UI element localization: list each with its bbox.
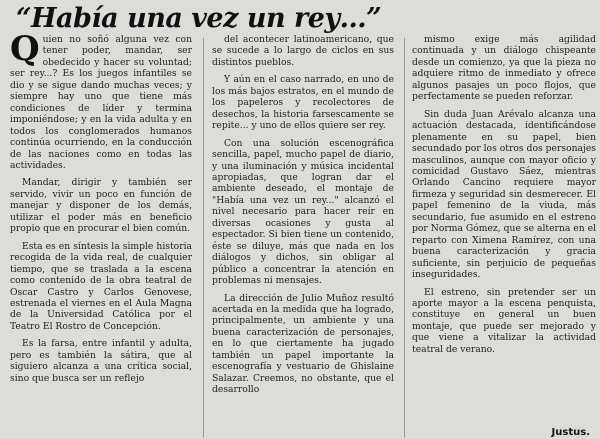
- article-column-2: [212, 34, 394, 396]
- article-paragraph: mismo exige más agilidad continuada y un diálogo chispeante desde un comienzo, ya que la pieza no adquiere ritmo de inmediato y ofrece algunos pasajes un poco flojos, que perfectamente se pueden reforzar.: [412, 34, 596, 103]
- author-signature: Justus.: [551, 427, 590, 438]
- article-column-3: [412, 34, 596, 355]
- article-paragraph: La dirección de Julio Muñoz resultó acertada en la medida que ha logrado, principalmente, un ambiente y una buena caracterización de personajes, en lo que ciertamente ha jugado también un papel importante la escenografía y vestuario de Ghislaine Salazar. Creemos, no obstante, que el desarrollo: [212, 292, 394, 396]
- article-column-1: [10, 29, 192, 384]
- article-paragraph: Esta es en síntesis la simple historia recogida de la vida real, de cualquier tiempo, que se traslada a la escena como contenido de la obra teatral de Oscar Castro y Carlos Genovese, estrenada el viernes en el Aula Magna de la Universidad Católica por el Teatro El Rostro de Concepción.: [10, 240, 192, 332]
- paragraph-text: uien no soñó alguna vez con tener poder, mandar, ser obedecido y hacer su voluntad; ser rey...? Es los juegos infantiles se dio y se sigue dando muchas veces; y siempre hay uno que tiene más condiciones de líder y termina imponiéndose; y en la vida adulta y en todos los conglomerados humanos continúa ocurriendo, en la conducción de las naciones como en todas las actividades.: [10, 34, 192, 171]
- article-paragraph: Es la farsa, entre infantil y adulta, pero es también la sátira, que al siguiero alcanza a una crítica social, sino que busca ser un reflejo: [10, 338, 192, 384]
- article-headline: “Había una vez un rey…”: [16, 3, 382, 34]
- column-divider: [203, 38, 204, 438]
- column-divider: [404, 38, 405, 438]
- article-paragraph: Mandar, dirigir y también ser servido, vivir un poco en función de manejar y disponer de los demás, utilizar el poder más en beneficio propio que en procurar el bien común.: [10, 177, 192, 235]
- article-paragraph: El estreno, sin pretender ser un aporte mayor a la escena penquista, constituye en general un buen montaje, que puede ser mejorado y que viene a vitalizar la actividad teatral de verano.: [412, 286, 596, 355]
- drop-cap: Q: [10, 29, 40, 69]
- article-paragraph: Con una solución escenográfica sencilla, papel, mucho papel de diario, y una iluminación y música incidental apropiadas, que logran dar el ambiente deseado, el montaje de "Había una vez un rey..." alcanzó el nivel necesario para hacer reír en diversas ocasiones y gusta al espectador. Si bien tiene un contenido, éste se diluye, más que nada en los diálogos y dichos, sin obligar al público a concentrar la atención en problemas ni mensajes.: [212, 137, 394, 287]
- article-paragraph: del acontecer latinoamericano, que se sucede a lo largo de ciclos en sus distintos pueblos.: [212, 34, 394, 68]
- article-paragraph: [10, 29, 192, 171]
- article-paragraph: Y aún en el caso narrado, en uno de los más bajos estratos, en el mundo de los papeleros y recolectores de desechos, la historia farsescamente se repite... y uno de ellos quiere ser rey.: [212, 74, 394, 132]
- article-paragraph: Sin duda Juan Arévalo alcanza una actuación destacada, identificándose plenamente en su papel, bien secundado por los otros dos personajes masculinos, aunque con mayor oficio y comicidad Gustavo Sáez, mientras Orlando Cancino requiere mayor firmeza y seguridad sin desmerecer. El papel femenino de la viuda, más secundario, fue asumido en el estreno por Norma Gómez, que se alterna en el reparto con Ximena Ramírez, con una buena caracterización y gracia suficiente, sin perjuicio de pequeñas inseguridades.: [412, 108, 596, 281]
